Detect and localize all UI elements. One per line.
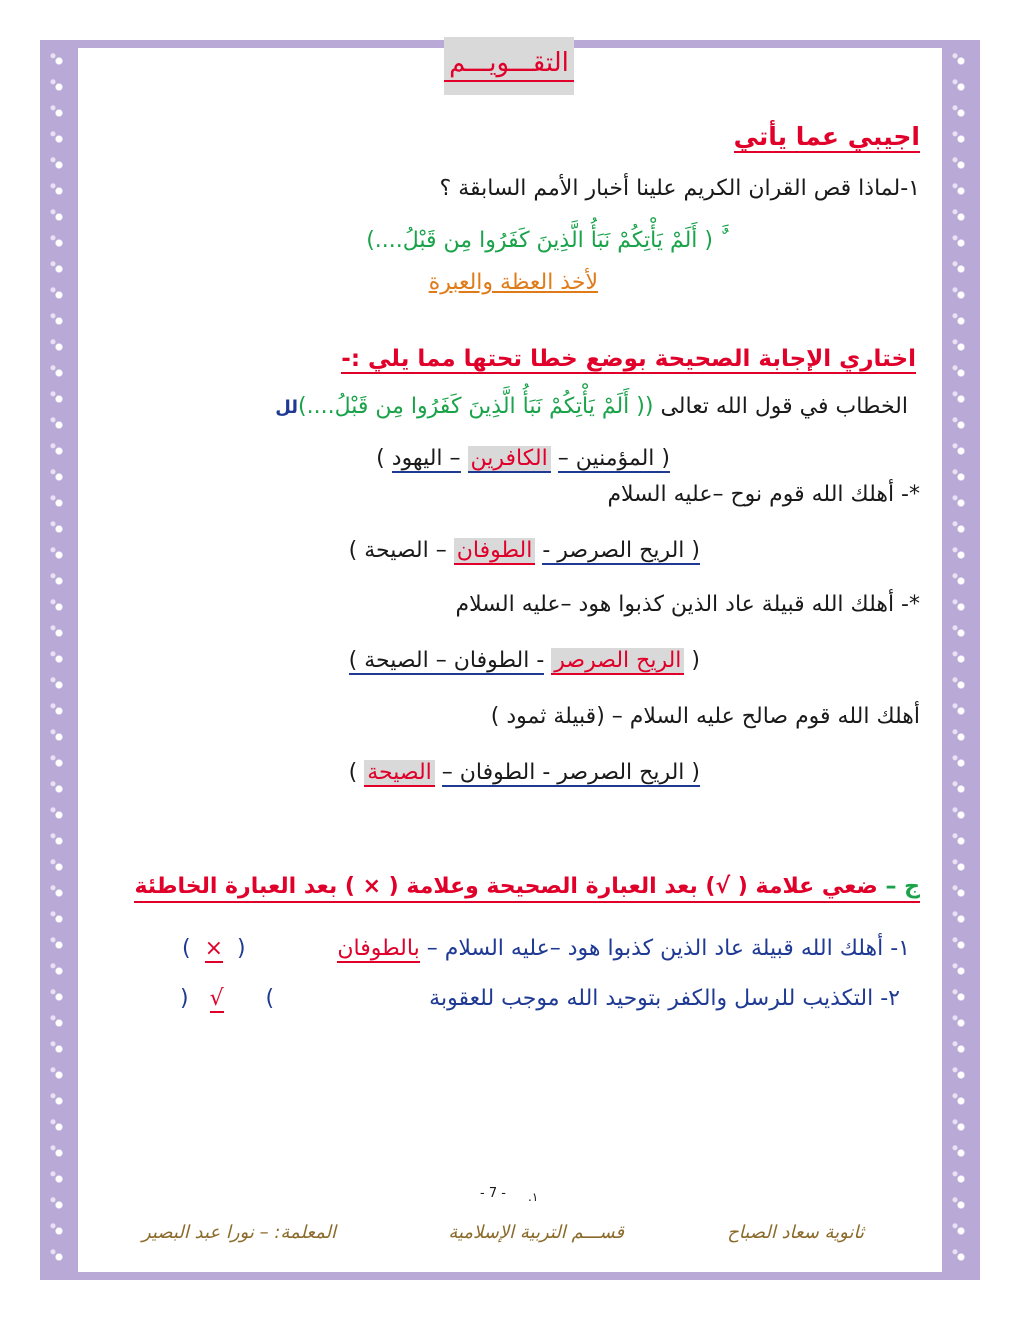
statement-1-text: ١- أهلك الله قبيلة عاد الذين كذبوا هود –عليه السلام – [426, 936, 910, 961]
statement-2-mark: √ [209, 986, 224, 1011]
footer-department: قســـم التربية الإسلامية [448, 1222, 624, 1243]
section2-q3: *- أهلك الله قبيلة عاد الذين كذبوا هود –عليه السلام [455, 592, 920, 617]
section2-q2: *- أهلك الله قوم نوح –عليه السلام [607, 482, 920, 507]
option-correct: الكافرين [468, 446, 551, 473]
section2-q1-options [376, 446, 670, 471]
option-1: ( المؤمنين – [557, 446, 670, 471]
section2-q1-verse: (( أَلَمْ يَأْتِكُمْ نَبَأُ الَّذِينَ كَفَرُوا مِن قَبْلُ....) [298, 394, 654, 419]
section1-answer: لأخذ العظة والعبرة [428, 270, 598, 295]
border-pattern-left [44, 48, 74, 1272]
page-number-small: ١. [528, 1190, 539, 1204]
option-3: ) [348, 760, 358, 785]
option-3: - الطوفان – الصيحة ) [348, 648, 545, 673]
option-1: ( [691, 648, 700, 673]
option-correct: الطوفان [454, 538, 536, 565]
section3-statement-1 [337, 936, 910, 961]
section3-statement-2: ٢- التكذيب للرسل والكفر بتوحيد الله موجب للعقوبة [429, 986, 900, 1011]
section2-heading: اختاري الإجابة الصحيحة بوضع خطا تحتها مما يلي :- [341, 346, 916, 372]
page-title: التقـــويـــم [444, 48, 574, 82]
option-correct: الريح الصرصر [551, 648, 684, 675]
section2-q4-options [349, 760, 700, 785]
statement-1-mark-box: ( × ) [182, 936, 246, 961]
section2-q1 [275, 394, 908, 419]
footer-teacher: المعلمة: – نورا عبد البصير [141, 1222, 336, 1243]
section1-question: ١-لماذا قص القران الكريم علينا أخبار الأمم السابقة ؟ [439, 176, 920, 201]
border-pattern-right [946, 48, 976, 1272]
section2-q4: أهلك الله قوم صالح عليه السلام – (قبيلة ثمود ) [490, 704, 920, 729]
section2-q1-suffix: لل [275, 397, 299, 418]
section2-q2-options [349, 538, 700, 563]
section2-q3-options [349, 648, 700, 673]
statement-1-mark: × [204, 936, 224, 961]
footer-school: ثانوية سعاد الصباح [727, 1222, 864, 1243]
page-number: - 7 - [480, 1186, 506, 1201]
option-3: – الصيحة ) [348, 538, 447, 563]
option-1: ( الريح الصرصر - [542, 538, 700, 563]
section3-heading-row [134, 874, 920, 903]
statement-2-mark-box: ) √ ( [180, 986, 275, 1011]
section3-heading-prefix: ج – [885, 874, 920, 899]
section1-heading: اجيبي عما يأتي [733, 122, 920, 151]
statement-1-word: بالطوفان [337, 936, 420, 961]
option-3: – اليهود [391, 446, 461, 471]
section2-q1-text: الخطاب في قول الله تعالى [660, 394, 908, 419]
option-1: ( الريح الصرصر - الطوفان – [441, 760, 700, 785]
section1-verse: ٌَ ( أَلَمْ يَأْتِكُمْ نَبَأُ الَّذِينَ كَفَرُوا مِن قَبْلُ....) [366, 228, 720, 253]
option-correct: الصيحة [364, 760, 435, 787]
section3-heading: ضعي علامة ( √) بعد العبارة الصحيحة وعلامة ( × ) بعد العبارة الخاطئة [134, 874, 878, 899]
option-4: ) [376, 446, 385, 471]
